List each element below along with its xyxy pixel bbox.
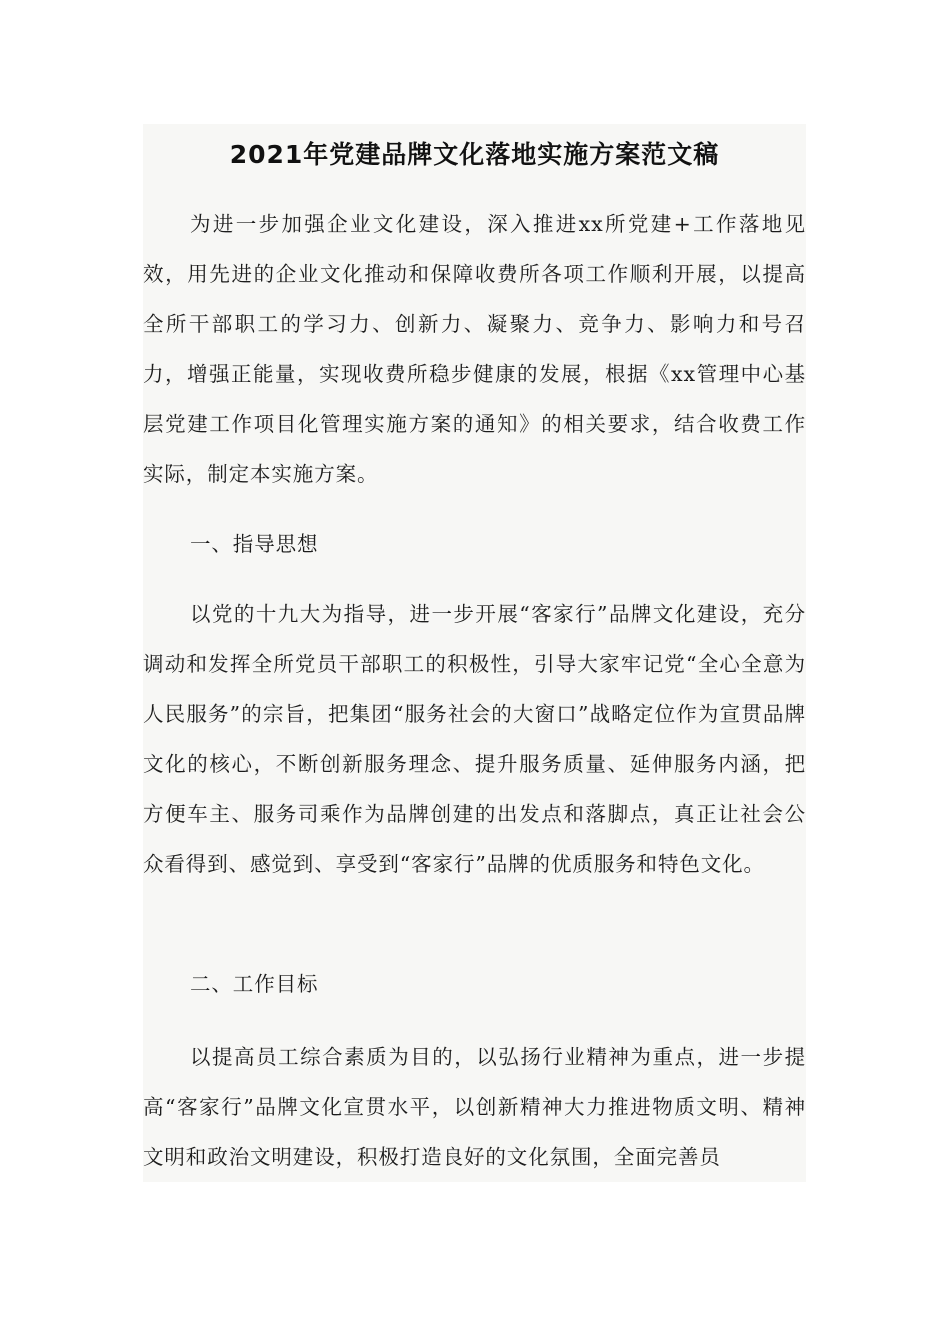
work-goals-paragraph: 以提高员工综合素质为目的，以弘扬行业精神为重点，进一步提高“客家行”品牌文化宣贯水平，以创新精神大力推进物质文明、精神文明和政治文明建设，积极打造良好的文化氛围，全面完善员: [143, 1045, 806, 1169]
intro-paragraph: 为进一步加强企业文化建设，深入推进xx所党建+工作落地见效，用先进的企业文化推动和保障收费所各项工作顺利开展，以提高全所干部职工的学习力、创新力、凝聚力、竞争力、影响力和号召力，增强正能量，实现收费所稳步健康的发展，根据《xx管理中心基层党建工作项目化管理实施方案的通知》的相关要求，结合收费工作实际，制定本实施方案。: [143, 212, 806, 486]
section-heading-work-goals: 二、工作目标: [190, 972, 319, 996]
guiding-ideology-paragraph: 以党的十九大为指导，进一步开展“客家行”品牌文化建设，充分调动和发挥全所党员干部职工的积极性，引导大家牢记党“全心全意为人民服务”的宗旨，把集团“服务社会的大窗口”战略定位作为宣贯品牌文化的核心，不断创新服务理念、提升服务质量、延伸服务内涵，把方便车主、服务司乘作为品牌创建的出发点和落脚点，真正让社会公众看得到、感觉到、享受到“客家行”品牌的优质服务和特色文化。: [143, 602, 806, 876]
document-title: 2021年党建品牌文化落地实施方案范文稿: [229, 140, 720, 169]
section-heading-guiding-ideology: 一、指导思想: [190, 532, 319, 556]
document-page: [143, 124, 806, 1182]
